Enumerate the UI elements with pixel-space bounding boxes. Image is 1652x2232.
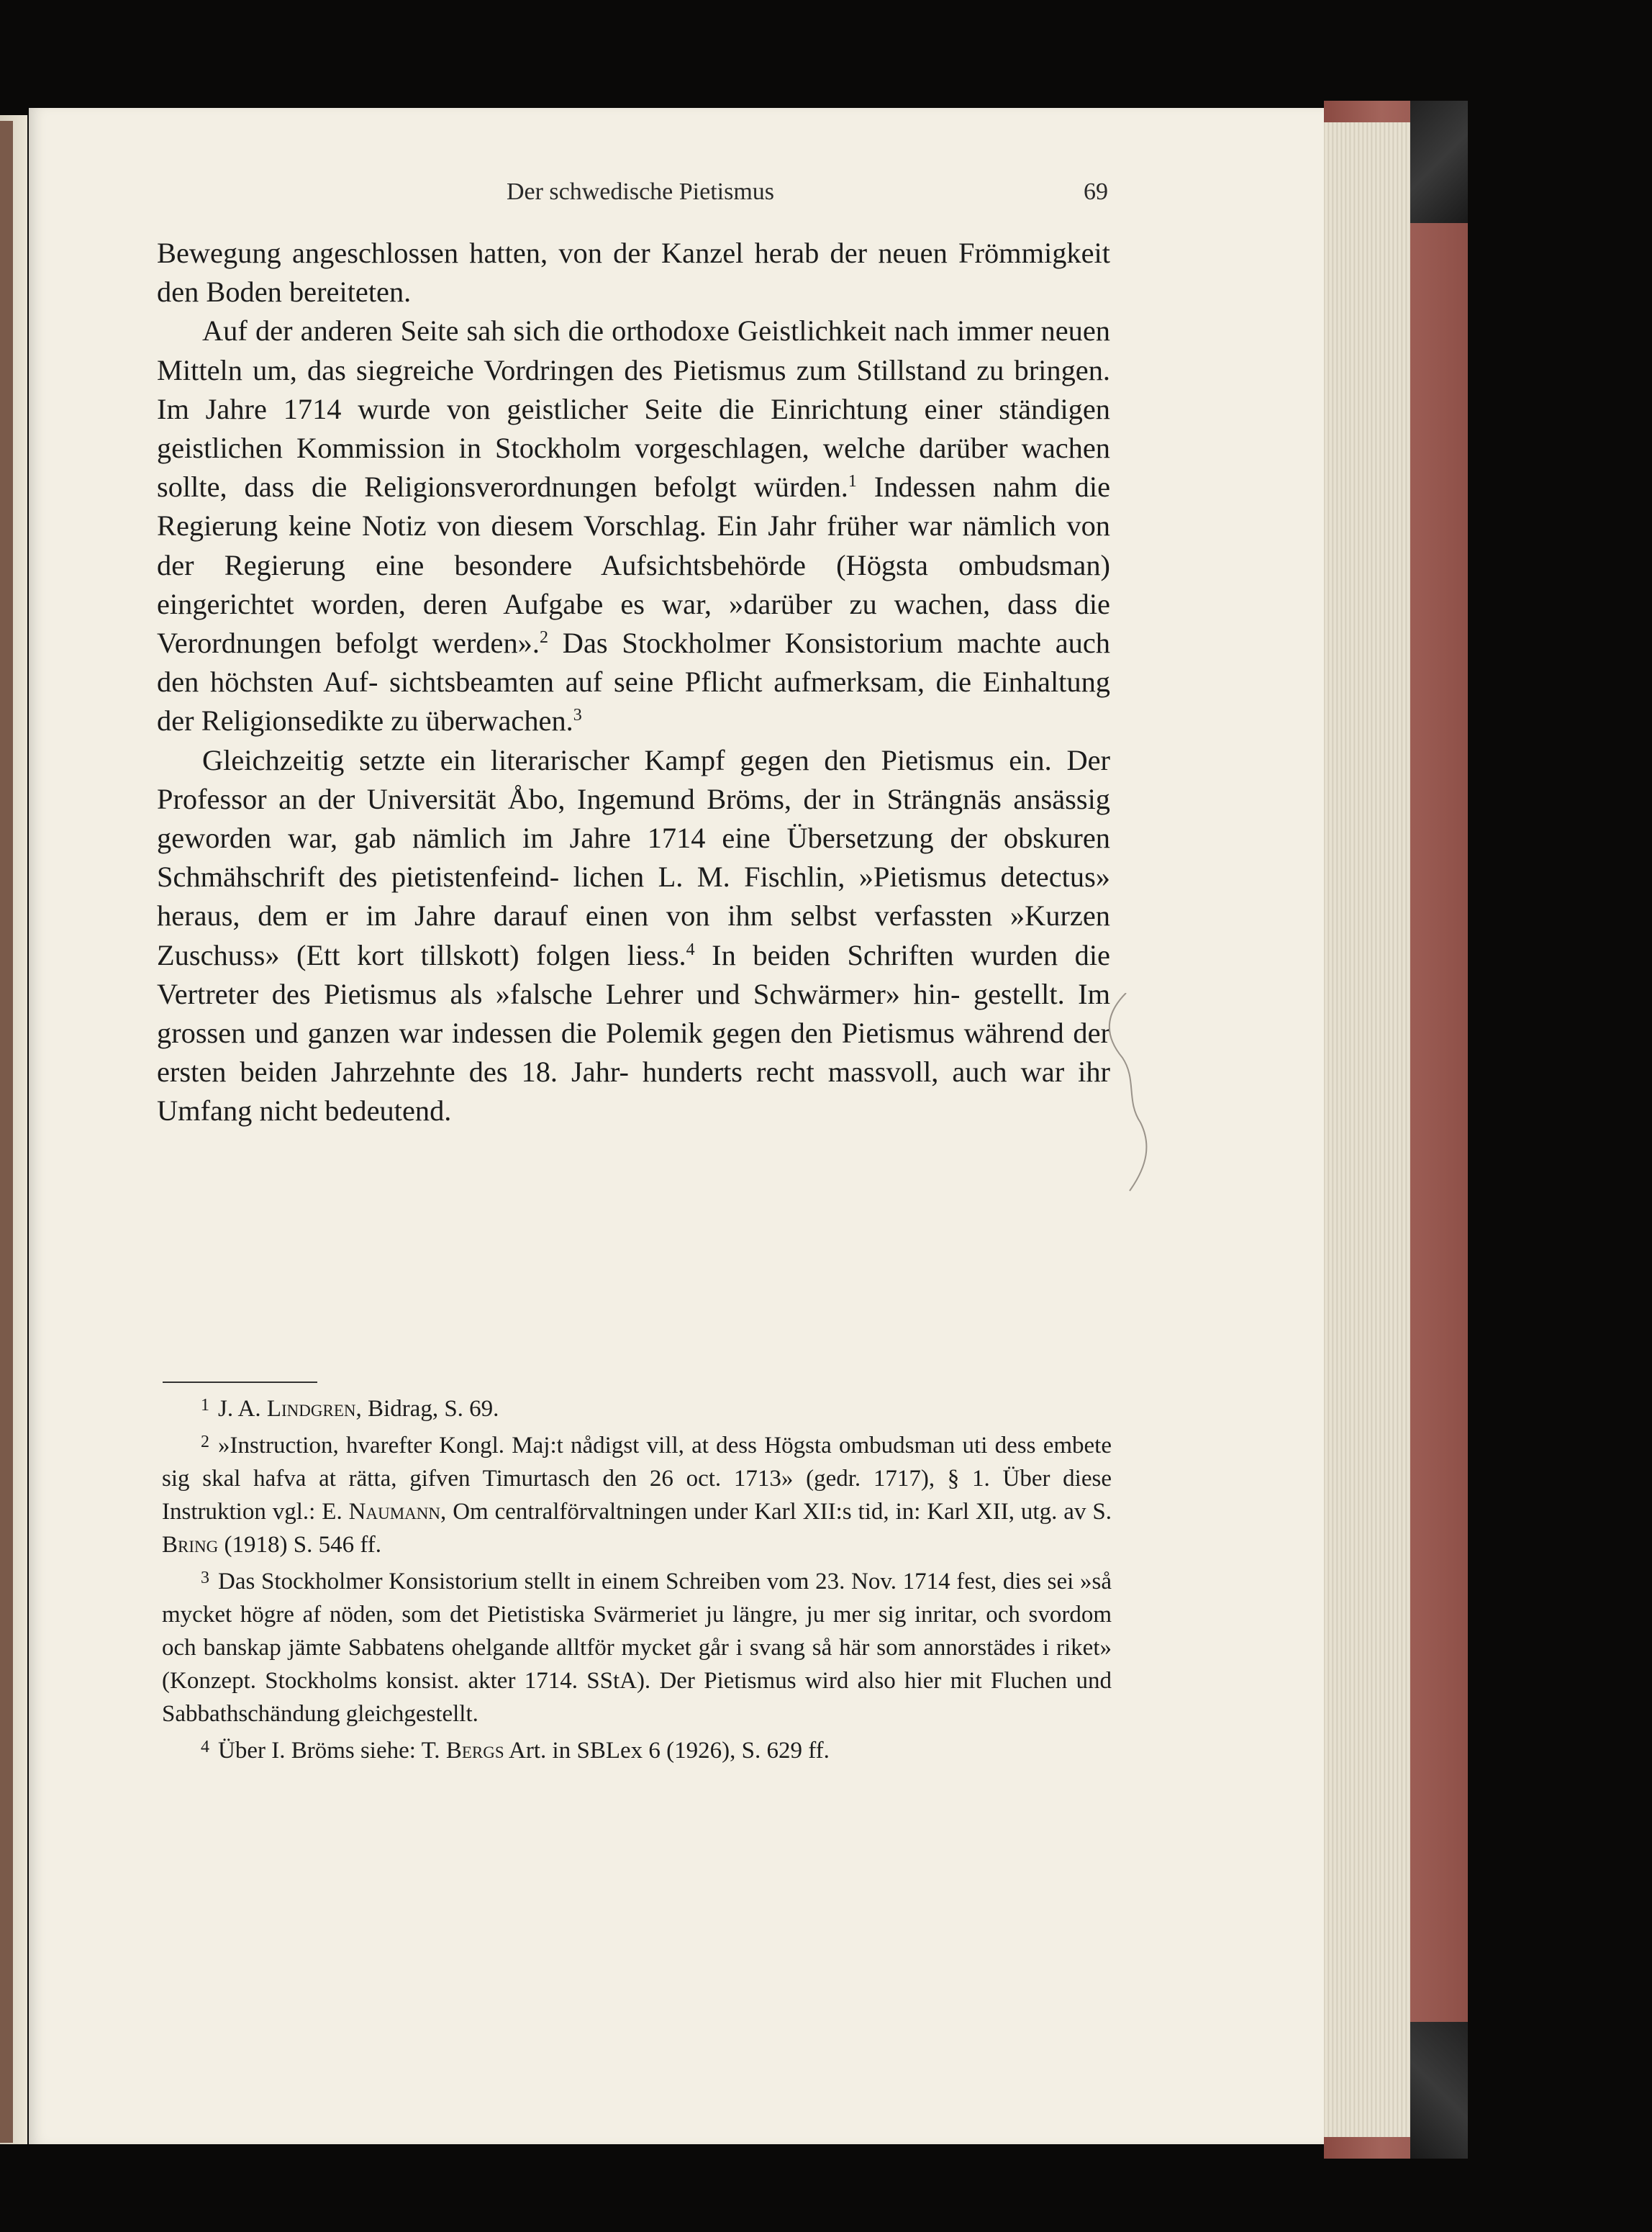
- page-edges: [1317, 122, 1410, 2137]
- text-line: Bewegung angeschlossen hatten, von der Kanzel herab der neuen: [157, 237, 948, 269]
- text-line: Seite die Einrichtung einer ständigen geistlichen Kommission in: [157, 392, 1110, 465]
- footnote-3: [162, 1561, 1112, 1730]
- running-head: [173, 178, 1108, 214]
- paragraph-2: [157, 312, 1110, 740]
- text-line: gestellt. Im grossen und ganzen war indessen die Polemik gegen: [157, 977, 1110, 1050]
- left-binding-strip: [0, 121, 13, 2143]
- footnote-marker: 4: [201, 1738, 209, 1756]
- margin-pencil-mark: [1097, 993, 1162, 1194]
- footnote-text: »Instruction, hvarefter Kongl. Maj:t nådigst vill, at dess Högsta ombudsman uti dess embete sig skal hafva at rätta, gifven Timurtasch den 26 oct. 1713» (gedr. 1717), § 1. Über diese Instruktion vgl.: E.: [162, 1433, 1112, 1525]
- footnote-text: J. A.: [218, 1396, 267, 1422]
- footnote-marker: 1: [201, 1396, 209, 1415]
- binding-corner-bottom: [1410, 2022, 1468, 2159]
- page-number: 69: [1084, 178, 1108, 205]
- footnote-2: [162, 1425, 1112, 1561]
- text-line: Religionsedikte zu überwachen.: [201, 704, 573, 738]
- text-line: in Strängnäs ansässig geworden war, gab nämlich im Jahre 1714: [157, 782, 1110, 855]
- text-line: hunderts recht massvoll, auch war ihr Umfang nicht bedeutend.: [157, 1056, 1110, 1128]
- author-name: Lindgren: [266, 1396, 356, 1422]
- footnote-text: Das Stockholmer Konsistorium stellt in einem Schreiben vom 23. Nov. 1714 fest, dies sei »så mycket högre af nöden, som det Pietistiska Svärmeriet ju längre, ju mer sig inritar, och svordom och banskap jämte Sabbatens ohelgande alltför mycket går i svang så här som annorstädes i riket» (Konzept. Stockholms konsist. akter 1714. SStA). Der Pietismus wird also hier mit Fluchen und Sabbathschändung gleichgestellt.: [162, 1569, 1112, 1727]
- running-title: Der schwedische Pietismus: [506, 178, 775, 205]
- author-name: Naumann: [348, 1499, 440, 1525]
- footnote-ref-3[interactable]: 3: [573, 706, 582, 725]
- text-line: Gleichzeitig setzte ein literarischer Kampf gegen den Pietismus: [202, 743, 994, 776]
- footnote-1: [162, 1389, 1112, 1425]
- text-line: Frömmigkeit den Boden bereiteten.: [157, 237, 1110, 309]
- footnote-rule: [163, 1382, 317, 1383]
- author-name: Bring: [162, 1532, 219, 1558]
- footnote-text: , Bidrag, S. 69.: [355, 1396, 499, 1422]
- text-line: zum Stillstand zu bringen. Im Jahre 1714 wurde von geistlicher: [157, 353, 1110, 425]
- binding-corner-top: [1410, 101, 1468, 223]
- paragraph-1: [157, 234, 1110, 312]
- text-line: Vertreter des Pietismus als »falsche Lehrer und Schwärmer» hin-: [157, 977, 961, 1010]
- text-line: war nämlich von der Regierung eine besondere Aufsichtsbehörde: [157, 509, 1110, 581]
- footnote-text: Art. in SBLex 6 (1926), S. 629 ff.: [504, 1738, 830, 1764]
- footnote-marker: 3: [201, 1569, 209, 1587]
- text-line: (Ett kort tillskott) folgen liess.: [296, 938, 686, 971]
- footnotes: [162, 1389, 1112, 1767]
- text-line: Stockholm vorgeschlagen, welche darüber wachen sollte, dass: [157, 432, 1110, 504]
- text-line: Regierung keine Notiz von diesem Vorschlag. Ein Jahr früher: [157, 509, 898, 543]
- footnote-ref-2[interactable]: 2: [539, 628, 548, 648]
- footnote-4: [162, 1730, 1112, 1767]
- text-line: sichtsbeamten auf seine Pflicht aufmerksam, die Einhaltung der: [157, 666, 1110, 738]
- footnote-text: , Om centralförvaltningen under Karl XII:s tid, in: Karl XII, utg. av S.: [440, 1499, 1112, 1525]
- text-line: lichen L. M. Fischlin, »Pietismus detectus» heraus, dem er im: [157, 861, 1110, 933]
- text-line: Das Stockholmer Konsistorium machte auch den höchsten Auf-: [157, 627, 1110, 699]
- paragraph-3: [157, 741, 1110, 1131]
- text-line: »darüber zu wachen, dass die Verordnungen befolgt werden».: [157, 587, 1110, 660]
- text-line: In beiden Schriften wurden die: [694, 938, 1110, 971]
- text-line: Jahre darauf einen von ihm selbst verfassten »Kurzen Zuschuss»: [157, 899, 1110, 971]
- text-line: eine Übersetzung der obskuren Schmähschrift des pietistenfeind-: [157, 822, 1110, 894]
- text-line: die Religionsverordnungen befolgt würden.: [312, 471, 848, 504]
- footnote-marker: 2: [201, 1433, 209, 1451]
- author-name: Bergs: [445, 1738, 504, 1764]
- footnote-ref-1[interactable]: 1: [848, 472, 857, 491]
- text-line: Auf der anderen Seite sah sich die orthodoxe Geistlichkeit nach: [202, 314, 949, 348]
- footnote-text: Über I. Bröms siehe: T.: [218, 1738, 446, 1764]
- text-line: den Pietismus während der ersten beiden Jahrzehnte des 18. Jahr-: [157, 1017, 1110, 1089]
- footnote-ref-4[interactable]: 4: [686, 940, 695, 959]
- footnote-text: (1918) S. 546 ff.: [218, 1532, 381, 1558]
- text-line: ein. Der Professor an der Universität Åbo, Ingemund Bröms, der: [157, 743, 1110, 815]
- text-line: (Högsta ombudsman) eingerichtet worden, deren Aufgabe es war,: [157, 548, 1110, 620]
- text-line: Indessen nahm die: [856, 471, 1111, 504]
- text-line: immer neuen Mitteln um, das siegreiche Vordringen des Pietismus: [157, 314, 1110, 386]
- body-text: [157, 234, 1110, 1131]
